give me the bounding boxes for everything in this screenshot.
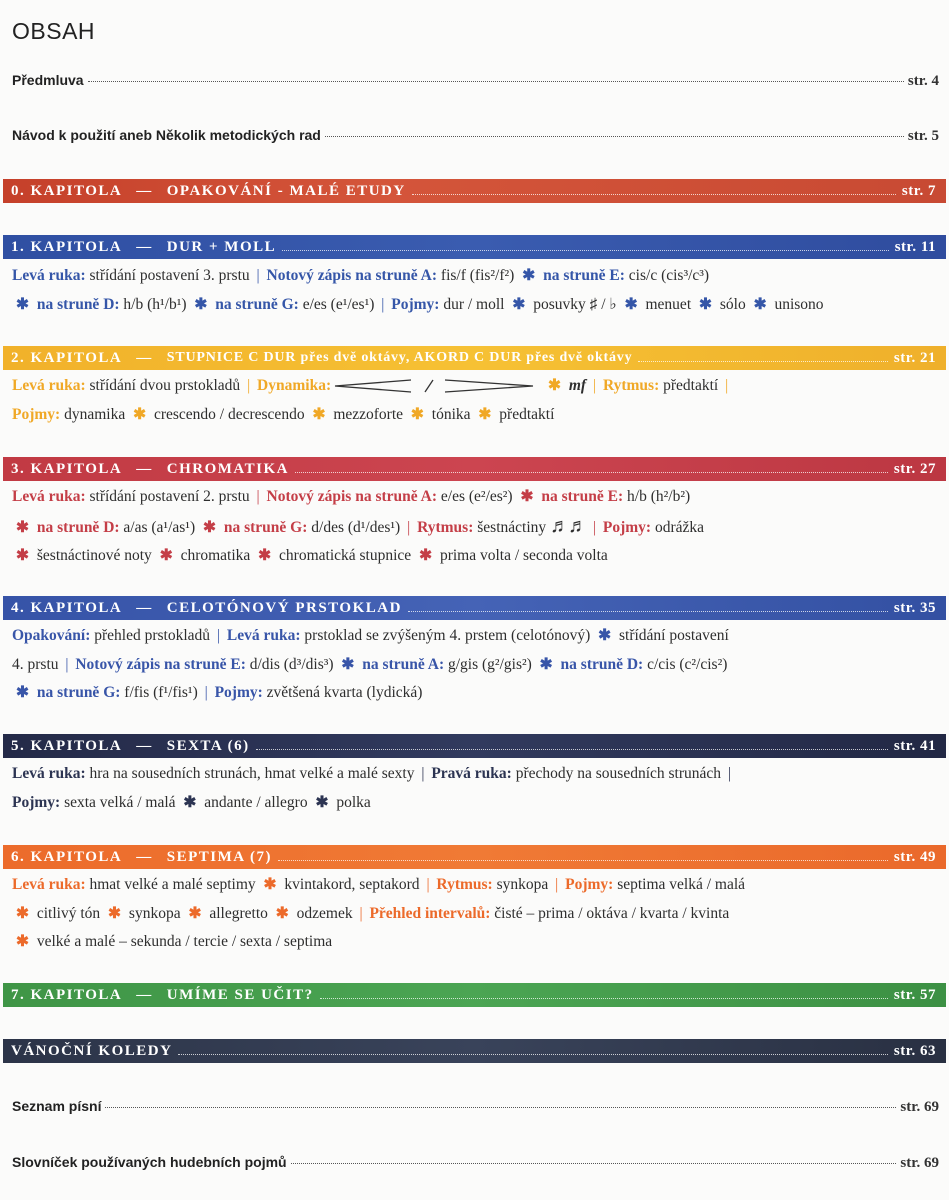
separator: | xyxy=(204,684,208,701)
description-line xyxy=(12,262,937,291)
chapter-number: 6. KAPITOLA xyxy=(11,848,123,865)
description-text: citlivý tón xyxy=(33,904,105,922)
christmas-carols-header[interactable] xyxy=(3,1039,946,1063)
topic-label: Levá ruka: xyxy=(12,488,86,505)
chapter-page: str. 41 xyxy=(893,737,936,754)
topic-label: Pojmy: xyxy=(602,518,652,536)
bullet-star: ✱ xyxy=(16,684,29,701)
topic-label: na struně E: xyxy=(537,488,624,505)
chapter-2-description xyxy=(12,372,937,429)
bullet-star: ✱ xyxy=(194,295,208,313)
description-text: h/b (h¹/b¹) xyxy=(119,295,191,313)
description-text: hra na sousedních strunách, hmat velké a malé sexty xyxy=(85,765,419,782)
description-text: e/es (e¹/es¹) xyxy=(298,295,379,313)
chapter-dash: — xyxy=(136,460,153,477)
topic-label: na struně D: xyxy=(33,295,120,313)
chapter-topic: OPAKOVÁNÍ - MALÉ ETUDY xyxy=(166,182,406,199)
description-text: šestnáctinové noty xyxy=(33,547,156,564)
leader-dots xyxy=(408,611,888,612)
separator: | xyxy=(216,627,221,644)
bullet-star: ✱ xyxy=(202,518,216,536)
page-title: OBSAH xyxy=(12,18,96,44)
bullet-star: ✱ xyxy=(699,295,712,313)
toc-entry-label: Návod k použití aneb Několik metodických rad xyxy=(12,127,321,143)
chapter-2-header[interactable] xyxy=(3,346,946,370)
separator: | xyxy=(555,876,559,893)
description-text: dur / moll xyxy=(439,295,509,313)
separator: | xyxy=(359,904,363,922)
separator: | xyxy=(421,765,425,782)
separator: | xyxy=(247,377,251,394)
description-text: mezzoforte xyxy=(329,405,407,423)
description-line xyxy=(12,401,937,430)
toc-entry-label: Slovníček používaných hudebních pojmů xyxy=(12,1154,287,1170)
topic-label: na struně G: xyxy=(211,295,299,313)
topic-label: Levá ruka: xyxy=(12,267,86,284)
bullet-star: ✱ xyxy=(419,547,433,564)
separator: | xyxy=(256,488,260,505)
chapter-7-header[interactable] xyxy=(3,983,946,1007)
toc-entry-page: str. 69 xyxy=(900,1099,939,1115)
description-text: allegretto xyxy=(205,904,272,922)
bullet-star: ✱ xyxy=(16,904,29,922)
description-text: polka xyxy=(332,793,371,811)
bullet-star: ✱ xyxy=(275,904,289,922)
leader-dots xyxy=(320,998,888,999)
description-text: kvintakord, septakord xyxy=(280,876,424,893)
description-text: a/as (a¹/as¹) xyxy=(119,518,199,536)
chapter-topic: CHROMATIKA xyxy=(166,460,289,477)
chapter-6-description xyxy=(12,871,937,957)
description-text: menuet xyxy=(641,295,695,313)
description-line xyxy=(12,291,937,320)
topic-label: na struně G: xyxy=(219,518,308,536)
topic-label: Levá ruka: xyxy=(12,876,86,893)
bullet-star: ✱ xyxy=(133,405,147,423)
description-text: odzemek xyxy=(292,904,357,922)
chapter-dash: — xyxy=(136,737,153,754)
dynamic-mark: mf xyxy=(565,377,590,394)
topic-label: Levá ruka: xyxy=(12,377,86,394)
topic-label: Notový zápis na struně E: xyxy=(71,655,246,673)
description-text: f/fis (f¹/fis¹) xyxy=(120,684,202,701)
description-text: střídání dvou prstokladů xyxy=(85,377,245,394)
leader-dots xyxy=(412,194,896,195)
bullet-star: ✱ xyxy=(16,933,29,950)
topic-label: Levá ruka: xyxy=(12,765,86,782)
chapter-page: str. 11 xyxy=(894,238,936,255)
description-text: střídání postavení 2. prstu xyxy=(85,488,254,505)
description-text: posuvky ♯ / ♭ xyxy=(529,295,621,313)
chapter-topic: SEXTA (6) xyxy=(166,737,250,754)
description-text: g/gis (g²/gis²) xyxy=(444,655,536,673)
topic-label: na struně E: xyxy=(539,267,625,284)
chapter-number: 2. KAPITOLA xyxy=(11,349,123,366)
chapter-page: str. 27 xyxy=(893,460,936,477)
separator: | xyxy=(592,377,597,394)
description-text: h/b (h²/b²) xyxy=(623,488,691,505)
chapter-number: 5. KAPITOLA xyxy=(11,737,123,754)
description-text: předtaktí xyxy=(495,405,555,423)
description-line xyxy=(12,789,937,818)
toc-entry-guide[interactable] xyxy=(12,127,939,145)
bullet-star: ✱ xyxy=(624,295,638,313)
toc-entry-page: str. 69 xyxy=(900,1155,939,1171)
description-line xyxy=(12,542,937,571)
topic-label: na struně G: xyxy=(33,684,121,701)
description-line xyxy=(12,928,937,957)
bullet-star: ✱ xyxy=(258,547,272,564)
separator: | xyxy=(65,655,69,673)
chapter-dash: — xyxy=(136,349,153,366)
description-text: prstoklad se zvýšeným 4. prstem (celotónový) xyxy=(300,627,595,644)
topic-label: Dynamika: xyxy=(253,377,332,394)
bullet-star: ✱ xyxy=(315,793,329,811)
topic-label: Pojmy: xyxy=(387,295,440,313)
bullet-star: ✱ xyxy=(548,377,561,394)
description-text: sexta velká / malá xyxy=(60,793,180,811)
description-text: d/des (d¹/des¹) xyxy=(307,518,405,536)
topic-label: Rytmus: xyxy=(413,518,474,536)
chapter-4-header[interactable] xyxy=(3,596,946,620)
chapter-page: str. 63 xyxy=(893,1042,936,1059)
description-text: cis/c (cis³/c³) xyxy=(624,267,710,284)
chapter-3-header[interactable] xyxy=(3,457,946,481)
chapter-6-header[interactable] xyxy=(3,845,946,869)
topic-label: Rytmus: xyxy=(599,377,660,394)
chapter-dash: — xyxy=(136,986,153,1003)
description-line xyxy=(12,483,937,512)
description-text: andante / allegro xyxy=(200,793,312,811)
toc-entry-page: str. 5 xyxy=(907,128,939,144)
description-text: přechody na sousedních strunách xyxy=(511,765,725,782)
description-text: čisté – prima / oktáva / kvarta / kvinta xyxy=(490,904,730,922)
separator: | xyxy=(426,876,430,893)
bullet-star: ✱ xyxy=(188,904,202,922)
separator: | xyxy=(256,267,260,284)
topic-label: Přehled intervalů: xyxy=(365,904,491,922)
description-line xyxy=(12,871,937,900)
bullet-star: ✱ xyxy=(16,518,29,536)
description-text: e/es (e²/es²) xyxy=(437,488,517,505)
leader-dots xyxy=(256,749,888,750)
bullet-star: ✱ xyxy=(598,627,612,644)
description-line xyxy=(12,651,937,680)
description-text: c/cis (c²/cis²) xyxy=(643,655,728,673)
chapter-number: 7. KAPITOLA xyxy=(11,986,123,1003)
description-text: velké a malé – sekunda / tercie / sexta / septima xyxy=(33,933,333,950)
topic-label: na struně A: xyxy=(358,655,445,673)
leader-dots xyxy=(638,361,887,362)
bullet-star: ✱ xyxy=(753,295,767,313)
topic-label: Pojmy: xyxy=(12,793,61,811)
chapter-dash: — xyxy=(136,599,153,616)
chapter-1-header[interactable] xyxy=(3,235,946,259)
description-line xyxy=(12,900,937,929)
toc-entry-song-list[interactable] xyxy=(12,1098,939,1116)
description-text: d/dis (d³/dis³) xyxy=(245,655,338,673)
description-text: sólo xyxy=(716,295,750,313)
topic-label: Pojmy: xyxy=(210,684,263,701)
chapter-5-description xyxy=(12,760,937,817)
separator: | xyxy=(727,765,732,782)
chapter-4-description xyxy=(12,622,937,708)
description-text: hmat velké a malé septimy xyxy=(85,876,260,893)
description-text: střídání postavení xyxy=(615,627,729,644)
bullet-star: ✱ xyxy=(108,904,122,922)
leader-dots xyxy=(88,81,904,82)
separator: | xyxy=(407,518,411,536)
topic-label: Pravá ruka: xyxy=(427,765,512,782)
chapter-dash: — xyxy=(136,848,153,865)
separator: | xyxy=(589,518,600,536)
bullet-star: ✱ xyxy=(539,655,553,673)
description-text: dynamika xyxy=(60,405,130,423)
bullet-star: ✱ xyxy=(512,295,526,313)
topic-label: Rytmus: xyxy=(432,876,493,893)
bullet-star: ✱ xyxy=(16,547,29,564)
description-text: přehled prstokladů xyxy=(90,627,214,644)
toc-entry-label: Seznam písní xyxy=(12,1098,102,1114)
chapter-topic: SEPTIMA (7) xyxy=(166,848,273,865)
chapter-page: str. 49 xyxy=(893,848,936,865)
description-text: unisono xyxy=(770,295,824,313)
description-text: střídání postavení 3. prstu xyxy=(85,267,254,284)
crescendo-decrescendo-icon xyxy=(331,377,540,394)
chapter-number: 3. KAPITOLA xyxy=(11,460,123,477)
chapter-number: 1. KAPITOLA xyxy=(11,238,123,255)
leader-dots xyxy=(178,1054,887,1055)
chapter-0-header[interactable] xyxy=(3,179,946,203)
description-text: zvětšená kvarta (lydická) xyxy=(262,684,423,701)
chapter-topic: CELOTÓNOVÝ PRSTOKLAD xyxy=(166,599,402,616)
description-text: tónika xyxy=(427,405,475,423)
topic-label: Opakování: xyxy=(12,627,91,644)
description-text: 4. prstu xyxy=(12,655,63,673)
description-text: septima velká / malá xyxy=(613,876,746,893)
bullet-star: ✱ xyxy=(16,295,29,313)
bullet-star: ✱ xyxy=(478,405,492,423)
leader-dots xyxy=(291,1163,897,1164)
description-text: odrážka xyxy=(651,518,704,536)
bullet-star: ✱ xyxy=(312,405,326,423)
description-text: crescendo / decrescendo xyxy=(150,405,309,423)
chapter-topic: STUPNICE C DUR přes dvě oktávy, AKORD C DUR přes dvě oktávy xyxy=(166,350,633,365)
chapter-number: 0. KAPITOLA xyxy=(11,182,123,199)
toc-entry-page: str. 4 xyxy=(907,73,939,89)
toc-entry-preface[interactable] xyxy=(12,72,939,90)
description-text: šestnáctiny xyxy=(473,518,550,536)
topic-label: Notový zápis na struně A: xyxy=(262,488,438,505)
chapter-dash: — xyxy=(136,238,153,255)
description-text: synkopa xyxy=(125,904,185,922)
chapter-page: str. 7 xyxy=(901,182,936,199)
chapter-topic: DUR + MOLL xyxy=(166,238,277,255)
leader-dots xyxy=(278,860,888,861)
description-text: předtaktí xyxy=(659,377,723,394)
chapter-page: str. 21 xyxy=(893,349,936,366)
topic-label: Pojmy: xyxy=(561,876,614,893)
leader-dots xyxy=(105,1107,896,1108)
bullet-star: ✱ xyxy=(263,876,277,893)
chapter-topic: UMÍME SE UČIT? xyxy=(166,986,314,1003)
leader-dots xyxy=(325,136,904,137)
description-text: chromatika xyxy=(176,547,255,564)
leader-dots xyxy=(282,250,889,251)
description-text: synkopa xyxy=(492,876,553,893)
chapter-number: VÁNOČNÍ KOLEDY xyxy=(11,1042,173,1059)
bullet-star: ✱ xyxy=(159,547,173,564)
topic-label: Levá ruka: xyxy=(223,627,301,644)
topic-label: na struně D: xyxy=(33,518,120,536)
leader-dots xyxy=(295,472,888,473)
bullet-star: ✱ xyxy=(410,405,424,423)
description-text: fis/f (fis²/f²) xyxy=(437,267,519,284)
topic-label: Pojmy: xyxy=(12,405,61,423)
description-line xyxy=(12,512,937,543)
separator: | xyxy=(381,295,385,313)
sixteenth-notes-icon: ♬♬ xyxy=(550,514,586,537)
chapter-page: str. 35 xyxy=(893,599,936,616)
description-text: prima volta / seconda volta xyxy=(436,547,608,564)
description-line xyxy=(12,622,937,651)
description-text xyxy=(540,377,544,394)
toc-entry-glossary[interactable] xyxy=(12,1154,939,1172)
description-text: chromatická stupnice xyxy=(275,547,416,564)
description-line xyxy=(12,679,937,708)
toc-entry-label: Předmluva xyxy=(12,72,84,88)
bullet-star: ✱ xyxy=(520,488,534,505)
description-line xyxy=(12,760,937,789)
topic-label: Notový zápis na struně A: xyxy=(262,267,438,284)
description-line xyxy=(12,372,937,401)
chapter-3-description xyxy=(12,483,937,571)
bullet-star: ✱ xyxy=(183,793,197,811)
chapter-dash: — xyxy=(136,182,153,199)
chapter-5-header[interactable] xyxy=(3,734,946,758)
bullet-star: ✱ xyxy=(341,655,355,673)
chapter-page: str. 57 xyxy=(893,986,936,1003)
topic-label: na struně D: xyxy=(556,655,644,673)
separator: | xyxy=(725,377,729,394)
bullet-star: ✱ xyxy=(522,267,536,284)
chapter-1-description xyxy=(12,262,937,319)
chapter-number: 4. KAPITOLA xyxy=(11,599,123,616)
